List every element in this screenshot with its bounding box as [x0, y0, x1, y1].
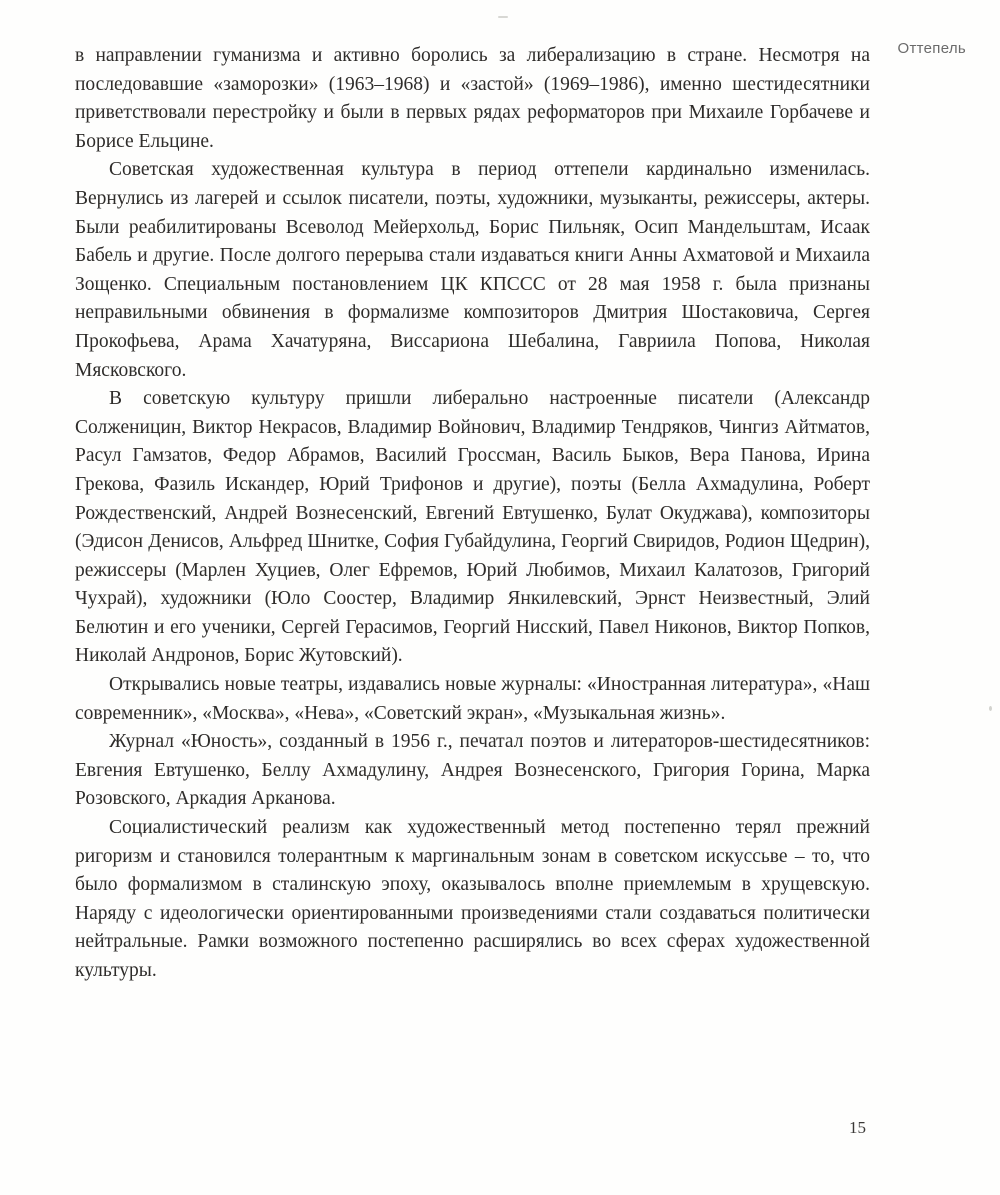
paragraph-new-journals: Открывались новые театры, издавались новые журналы: «Иностранная литература», «Наш современник», «Москва», «Нева», «Советский экран», «Музыкальная жизнь». [75, 674, 870, 724]
text-block [75, 42, 870, 986]
paragraph-socialist-realism: Социалистический реализм как художественный метод постепенно терял прежний ригоризм и становился толерантным к маргинальным зонам в советском искуссьве – то, что было формализмом в сталинскую эпоху, оказывалось вполне приемлемым в хрущевскую. Наряду с идеологически ориентированными произведениями стали создаваться политически нейтральные. Рамки возможного постепенно расширялись во всех сферах художественной культуры. [75, 817, 870, 981]
paragraph-yunost-journal: Журнал «Юность», созданный в 1956 г., печатал поэтов и литераторов-шестидесятников: Евгения Евтушенко, Беллу Ахмадулину, Андрея Вознесенского, Григория Горина, Марка Розовского, Аркадия Арканова. [75, 731, 870, 810]
scan-speck [989, 706, 992, 711]
page-number: 15 [849, 1118, 866, 1137]
paragraph-continuation: в направлении гуманизма и активно боролись за либерализацию в стране. Несмотря на последовавшие «заморозки» (1963–1968) и «застой» (1969–1986), именно шестидесятники приветствовали перестройку и были в первых рядах реформаторов при Михаиле Горбачеве и Борисе Ельцине. [75, 45, 870, 152]
paragraph-liberal-writers: В советскую культуру пришли либерально настроенные писатели (Александр Солженицин, Виктор Некрасов, Владимир Войнович, Владимир Тендряков, Чингиз Айтматов, Расул Гамзатов, Федор Абрамов, Василий Гроссман, Василь Быков, Вера Панова, Ирина Грекова, Фазиль Искандер, Юрий Трифонов и другие), поэты (Белла Ахмадулина, Роберт Рождественский, Андрей Вознесенский, Евгений Евтушенко, Булат Окуджава), композиторы (Эдисон Денисов, Альфред Шнитке, София Губайдулина, Георгий Свиридов, Родион Щедрин), режиссеры (Марлен Хуциев, Олег Ефремов, Юрий Любимов, Михаил Калатозов, Григорий Чухрай), художники (Юло Соостер, Владимир Янкилевский, Эрнст Неизвестный, Элий Белютин и его ученики, Сергей Герасимов, Георгий Нисский, Павел Никонов, Виктор Попков, Николай Андронов, Борис Жутовский). [75, 388, 870, 667]
running-head: Оттепель [897, 40, 966, 57]
paragraph-culture-change: Советская художественная культура в период оттепели кардинально изменилась. Вернулись из лагерей и ссылок писатели, поэты, художники, музыканты, режиссеры, актеры. Были реабилитированы Всеволод Мейерхольд, Борис Пильняк, Осип Мандельштам, Исаак Бабель и другие. После долгого перерыва стали издаваться книги Анны Ахматовой и Михаила Зощенко. Специальным постановлением ЦК КПССС от 28 мая 1958 г. была признаны неправильными обвинения в формализме композиторов Дмитрия Шостаковича, Сергея Прокофьева, Арама Хачатуряна, Виссариона Шебалина, Гавриила Попова, Николая Мясковского. [75, 159, 870, 381]
scan-speck [498, 16, 508, 18]
